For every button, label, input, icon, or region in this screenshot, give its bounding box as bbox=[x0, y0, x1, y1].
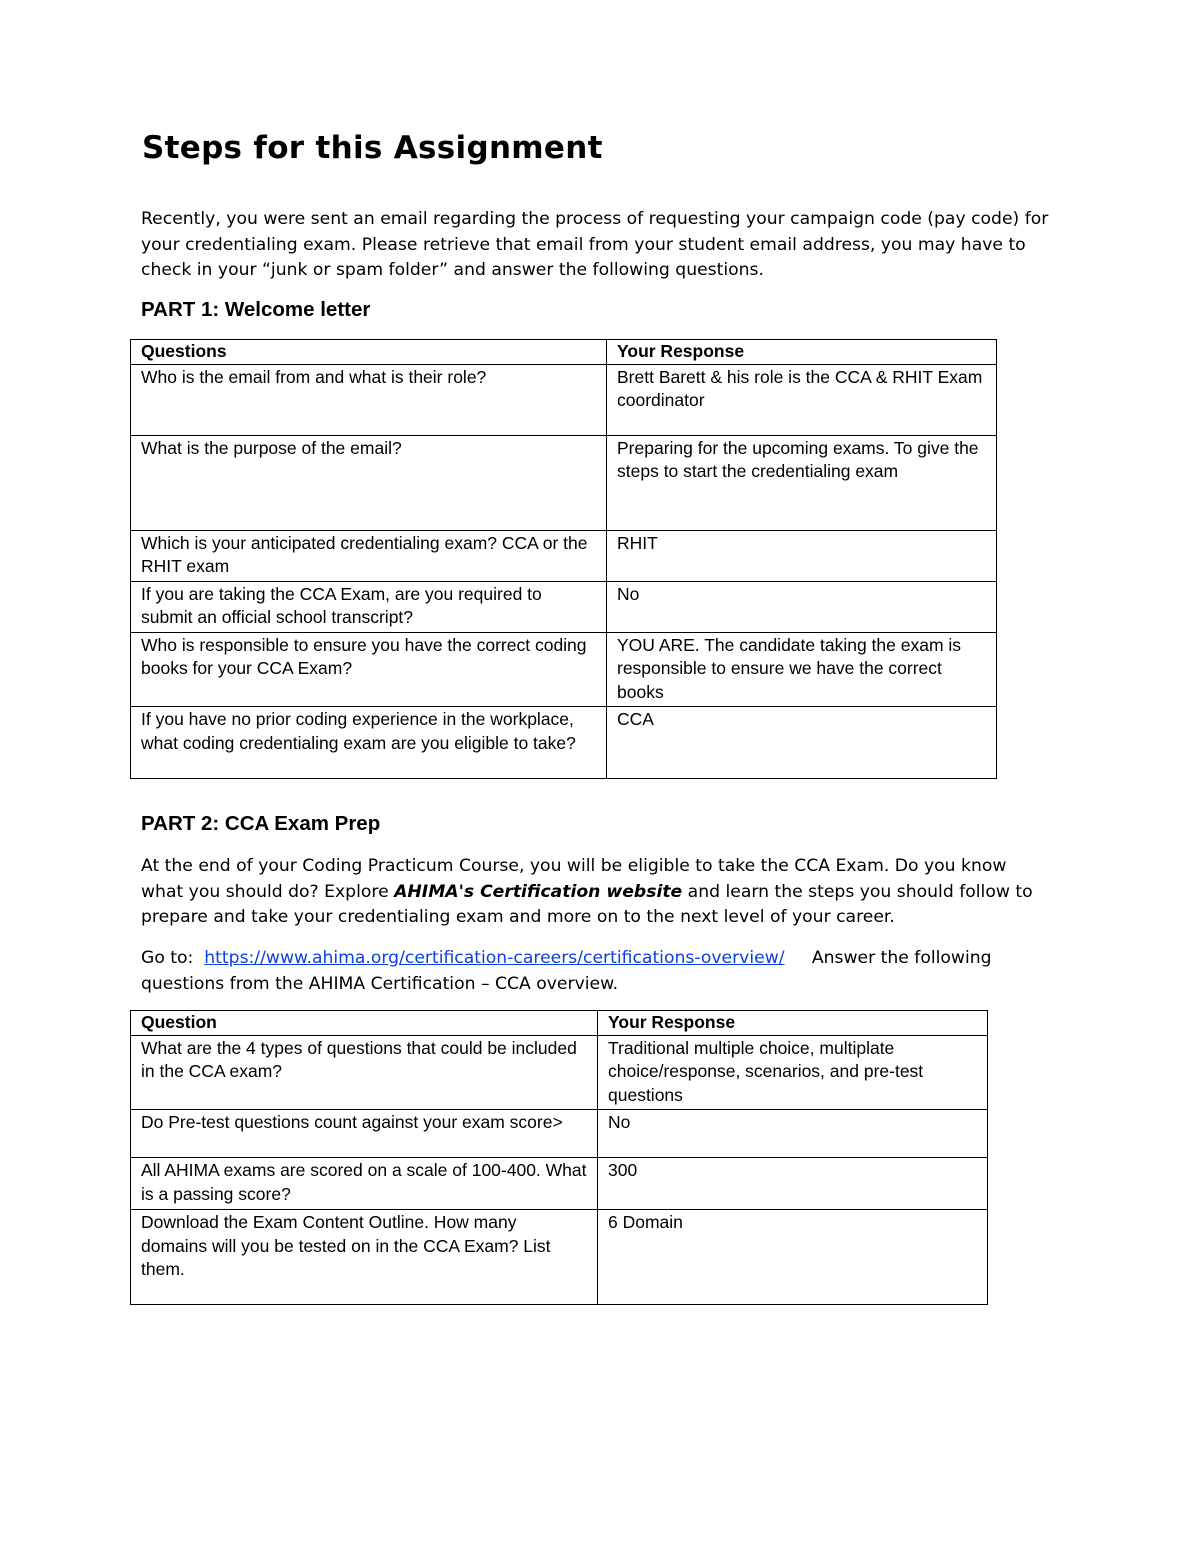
part2-para1-line-2 bbox=[141, 880, 1033, 906]
part2-para2-line-1 bbox=[141, 946, 992, 972]
table-row bbox=[131, 632, 997, 707]
question-cell: All AHIMA exams are scored on a scale of 100-400. What is a passing score? bbox=[131, 1158, 598, 1210]
response-cell: Preparing for the upcoming exams. To give the steps to start the credentialing exam bbox=[607, 435, 997, 530]
part2-para2-line-2: questions from the AHIMA Certification – CCA overview. bbox=[141, 973, 619, 994]
table-row bbox=[131, 1210, 988, 1305]
intro-line-2: your credentialing exam. Please retrieve that email from your student email address, you may have to bbox=[141, 234, 1026, 255]
ahima-certifications-link[interactable]: https://www.ahima.org/certification-careers/certifications-overview/ bbox=[204, 948, 785, 968]
question-cell: If you have no prior coding experience in the workplace, what coding credentialing exam are you eligible to take? bbox=[131, 707, 607, 779]
intro-line-1: Recently, you were sent an email regarding the process of requesting your campaign code (pay code) for bbox=[141, 209, 1049, 229]
response-header: Your Response bbox=[607, 340, 997, 365]
part2-para1-line-1: At the end of your Coding Practicum Course, you will be eligible to take the CCA Exam. Do you know bbox=[141, 856, 1007, 876]
cca-exam-prep-table bbox=[130, 1010, 988, 1305]
goto-label: Go to: bbox=[141, 948, 205, 968]
question-cell: If you are taking the CCA Exam, are you required to submit an official school transcript? bbox=[131, 581, 607, 632]
ahima-website-reference: AHIMA's Certification website bbox=[394, 881, 683, 902]
part2-para1-line-3: prepare and take your credentialing exam and more on to the next level of your career. bbox=[141, 907, 895, 927]
table-row bbox=[131, 530, 997, 581]
question-header: Question bbox=[131, 1011, 598, 1036]
table-row bbox=[131, 707, 997, 779]
response-cell: Brett Barett & his role is the CCA & RHIT Exam coordinator bbox=[607, 364, 997, 435]
questions-header: Questions bbox=[131, 340, 607, 365]
question-cell: Who is responsible to ensure you have the correct coding books for your CCA Exam? bbox=[131, 632, 607, 707]
question-cell: What is the purpose of the email? bbox=[131, 435, 607, 530]
intro-line-3: check in your “junk or spam folder” and answer the following questions. bbox=[141, 260, 764, 280]
response-cell: 300 bbox=[598, 1158, 988, 1210]
question-cell: Do Pre-test questions count against your exam score> bbox=[131, 1110, 598, 1158]
page-title: Steps for this Assignment bbox=[142, 130, 603, 166]
welcome-letter-table bbox=[130, 339, 997, 779]
table-header-row bbox=[131, 340, 997, 365]
response-cell: No bbox=[598, 1110, 988, 1158]
table-row bbox=[131, 581, 997, 632]
response-cell: 6 Domain bbox=[598, 1210, 988, 1305]
table-row bbox=[131, 364, 997, 435]
response-cell: Traditional multiple choice, multiplate choice/response, scenarios, and pre-test questions bbox=[598, 1035, 988, 1110]
table-row bbox=[131, 1158, 988, 1210]
question-cell: What are the 4 types of questions that could be included in the CCA exam? bbox=[131, 1035, 598, 1110]
explore-text-after: and learn the steps you should follow to bbox=[682, 881, 1033, 902]
response-cell: No bbox=[607, 581, 997, 632]
part1-heading: PART 1: Welcome letter bbox=[141, 298, 371, 321]
question-cell: Who is the email from and what is their role? bbox=[131, 364, 607, 435]
question-cell: Download the Exam Content Outline. How many domains will you be tested on in the CCA Exam? List them. bbox=[131, 1210, 598, 1305]
explore-text: what you should do? Explore bbox=[141, 881, 395, 902]
table-header-row bbox=[131, 1011, 988, 1036]
table-row bbox=[131, 435, 997, 530]
response-cell: YOU ARE. The candidate taking the exam is responsible to ensure we have the correct books bbox=[607, 632, 997, 707]
response-cell: RHIT bbox=[607, 530, 997, 581]
response-cell: CCA bbox=[607, 707, 997, 779]
table-row bbox=[131, 1110, 988, 1158]
table-row bbox=[131, 1035, 988, 1110]
goto-after-text: Answer the following bbox=[784, 948, 992, 968]
part2-heading: PART 2: CCA Exam Prep bbox=[141, 812, 381, 835]
response-header: Your Response bbox=[598, 1011, 988, 1036]
question-cell: Which is your anticipated credentialing exam? CCA or the RHIT exam bbox=[131, 530, 607, 581]
